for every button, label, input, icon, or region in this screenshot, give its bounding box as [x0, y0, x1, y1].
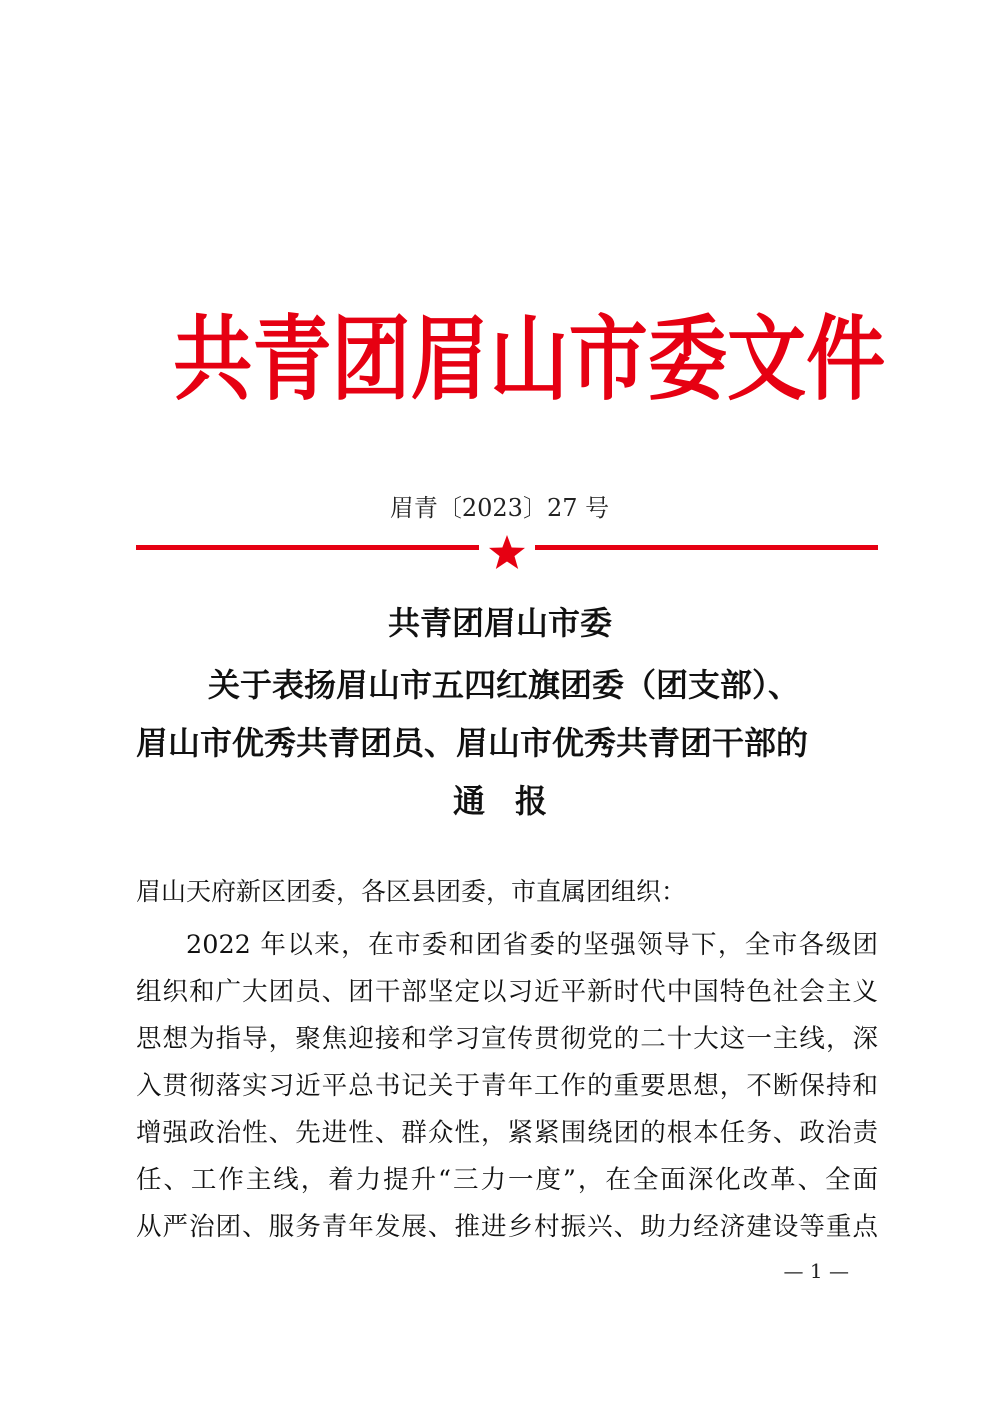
body-line: 2022 年以来，在市委和团省委的坚强领导下，全市各级团	[186, 930, 878, 960]
divider-line-right	[535, 545, 878, 550]
body-paragraph	[136, 922, 878, 1251]
divider-line-left	[136, 545, 479, 550]
title-line-3: 眉山市优秀共青团员、眉山市优秀共青团干部的	[136, 724, 809, 762]
page-number: — 1 —	[783, 1259, 849, 1283]
salutation: 眉山天府新区团委，各区县团委，市直属团组织：	[136, 877, 687, 906]
title-line-4: 通报	[452, 782, 577, 820]
star-icon	[487, 534, 527, 570]
body-line: 增强政治性、先进性、群众性，紧紧围绕团的根本任务、政治责	[136, 1118, 878, 1148]
body-line: 从严治团、服务青年发展、推进乡村振兴、助力经济建设等重点	[136, 1212, 878, 1242]
body-line: 组织和广大团员、团干部坚定以习近平新时代中国特色社会主义	[136, 977, 878, 1007]
body-line: 入贯彻落实习近平总书记关于青年工作的重要思想，不断保持和	[136, 1071, 878, 1101]
issuer-masthead: 共青团眉山市委文件	[173, 306, 886, 413]
red-divider	[136, 542, 878, 562]
body-line: 思想为指导，聚焦迎接和学习宣传贯彻党的二十大这一主线，深	[136, 1024, 878, 1054]
title-line-1: 共青团眉山市委	[387, 604, 612, 642]
body-line: 任、工作主线，着力提升“三力一度”，在全面深化改革、全面	[136, 1165, 878, 1195]
title-line-2: 关于表扬眉山市五四红旗团委（团支部）、	[208, 666, 801, 704]
document-number: 眉青〔2023〕27 号	[389, 494, 610, 522]
